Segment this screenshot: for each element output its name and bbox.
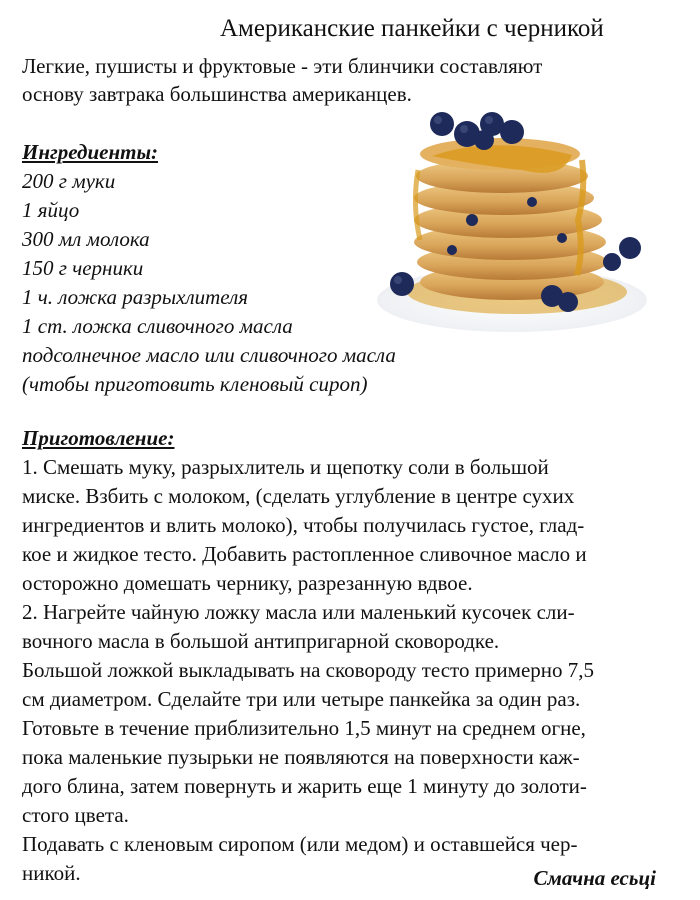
ingredient-item: 1 яйцо — [22, 198, 80, 222]
preparation-heading: Приготовление: — [22, 426, 175, 450]
preparation-line: осторожно домешать чернику, разрезанную вдвое. — [22, 571, 473, 595]
preparation-line: см диаметром. Сделайте три или четыре панкейка за один раз. — [22, 687, 581, 711]
ingredients-heading: Ингредиенты: — [22, 140, 159, 164]
preparation-line: стого цвета. — [22, 803, 129, 827]
preparation-line: Подавать с кленовым сиропом (или медом) и оставшейся чер- — [22, 832, 578, 856]
preparation-line: Готовьте в течение приблизительно 1,5 минут на среднем огне, — [22, 716, 586, 740]
preparation-section — [22, 424, 682, 888]
ingredient-item: 200 г муки — [22, 169, 116, 193]
preparation-line: ингредиентов и влить молоко), чтобы получилась густое, глад- — [22, 513, 585, 537]
ingredient-item: 150 г черники — [22, 256, 144, 280]
page-title: Американские панкейки с черникой — [220, 15, 604, 42]
preparation-line: вочного масла в большой антипригарной сковородке. — [22, 629, 500, 653]
preparation-line: пока маленькие пузырьки не появляются на поверхности каж- — [22, 745, 580, 769]
intro-line: основу завтрака большинства американцев. — [22, 82, 412, 106]
ingredient-item: 1 ст. ложка сливочного масла — [22, 314, 293, 338]
preparation-line: 2. Нагрейте чайную ложку масла или маленький кусочек сли- — [22, 600, 575, 624]
ingredient-item: 300 мл молока — [22, 227, 150, 251]
preparation-line: Большой ложкой выкладывать на сковороду тесто примерно 7,5 — [22, 658, 595, 682]
pancake-photo — [372, 110, 652, 340]
preparation-line: 1. Смешать муку, разрыхлитель и щепотку соли в большой — [22, 455, 549, 479]
intro-line: Легкие, пушисты и фруктовые - эти блинчики составляют — [22, 54, 543, 78]
intro-text — [22, 52, 682, 108]
pancake-stack — [414, 138, 607, 300]
preparation-line: кое и жидкое тесто. Добавить растопленное сливочное масло и — [22, 542, 587, 566]
preparation-line: никой. — [22, 861, 81, 885]
blueberry-pancake-stack-photo-icon — [372, 110, 652, 340]
preparation-line: миске. Взбить с молоком, (сделать углубление в центре сухих — [22, 484, 575, 508]
signoff: Смачна есьці — [533, 866, 656, 890]
ingredient-item: подсолнечное масло или сливочного масла — [22, 343, 396, 367]
ingredient-item: (чтобы приготовить кленовый сироп) — [22, 372, 368, 396]
ingredient-item: 1 ч. ложка разрыхлителя — [22, 285, 249, 309]
preparation-line: дого блина, затем повернуть и жарить еще 1 минуту до золоти- — [22, 774, 587, 798]
